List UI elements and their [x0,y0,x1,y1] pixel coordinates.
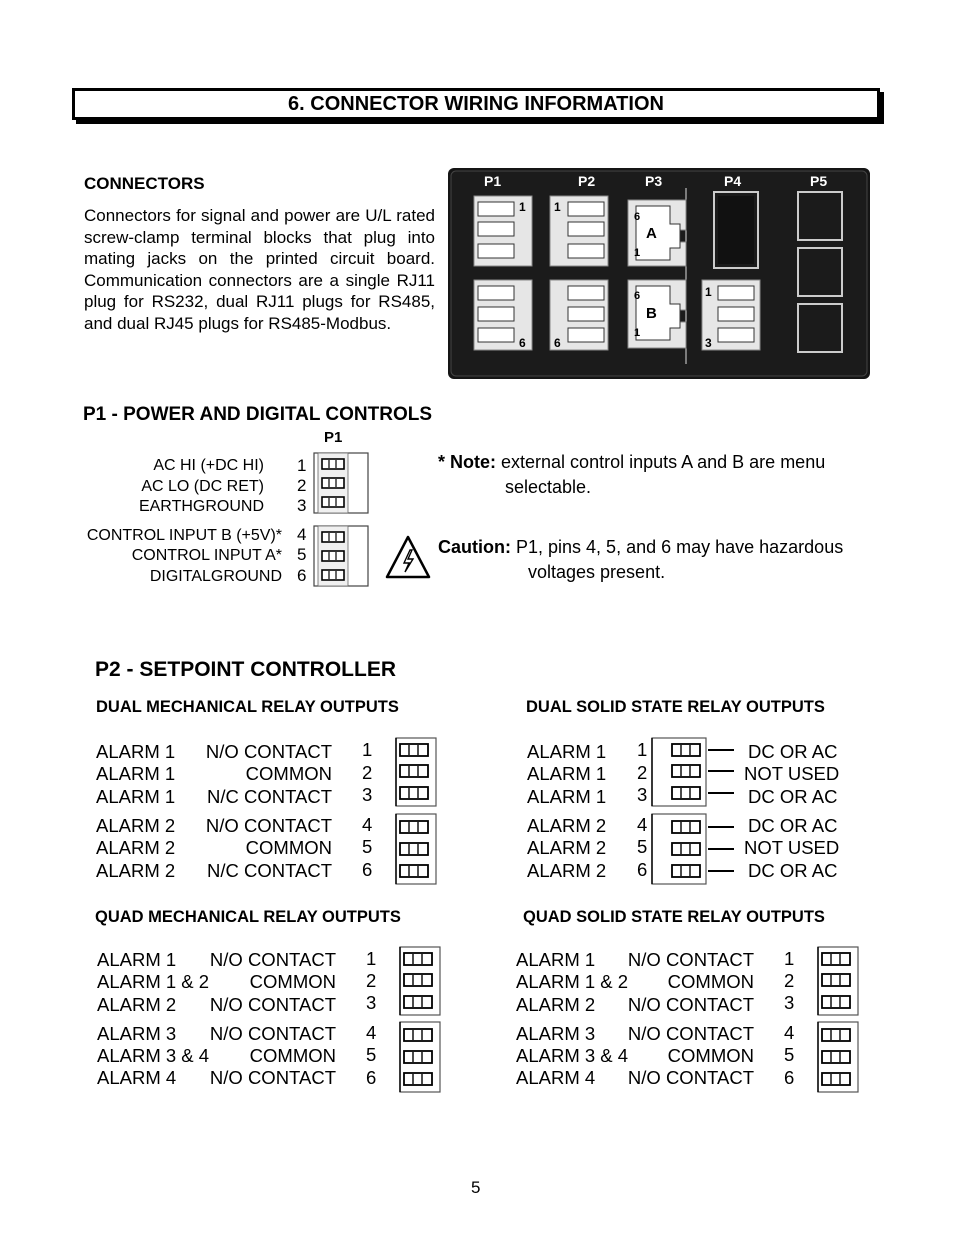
quad-ssr-pin-4: 4 [784,1022,795,1043]
caution-label: Caution: [438,537,511,557]
quad-mech-terminal-top [380,946,442,1021]
quad-mech-pin-2: 2 [366,970,377,991]
quad-ssr-alarm-4: ALARM 3 [516,1023,596,1044]
quad-ssr-contact-3: N/O CONTACT [627,994,754,1015]
p1-label-3: EARTHGROUND [138,498,264,515]
quad-mech-pin-6: 6 [366,1067,377,1088]
p1-pin-3: 3 [297,496,307,515]
p3-jack-b-top: 6 [634,290,641,302]
quad-ssr-contact-2: COMMON [667,971,754,992]
quad-ssr-pin-6: 6 [784,1067,795,1088]
page-number: 5 [471,1178,481,1197]
dual-ssr-alarm-2: ALARM 1 [527,763,607,784]
p3-jack-b-bottom: 1 [634,327,641,339]
dual-ssr-pin-2: 2 [637,762,648,783]
dual-mech-contact-3: N/C CONTACT [206,786,332,807]
p1-note [438,450,825,474]
p1-terminal-block-top [313,452,369,519]
p3-jack-b-letter: B [646,305,657,322]
dual-ssr-output-2: NOT USED [744,763,840,784]
note-label: * Note: [438,452,496,472]
dual-ssr-output-1: DC OR AC [748,741,838,762]
port-label-p3: P3 [645,173,663,189]
p1-label-5: CONTROL INPUT A* [131,547,282,564]
dual-ssr-pin-6: 6 [637,859,648,880]
connectors-paragraph: Connectors for signal and power are U/L rated screw-clamp terminal blocks that plug into mating jacks on the printed circuit board. Communication connectors are a single RJ11 plug for RS232, dual RJ11 plugs for RS485, and dual RJ45 plugs for RS485-Modbus. [84,206,435,333]
quad-mech-pin-1: 1 [366,948,377,969]
quad-ssr-heading: QUAD SOLID STATE RELAY OUTPUTS [523,908,825,926]
quad-mech-heading: QUAD MECHANICAL RELAY OUTPUTS [95,908,401,926]
port-label-p1: P1 [484,173,502,189]
p1-pin-last: 6 [519,336,526,350]
board-diagram [448,168,870,379]
p1-pin-1: 1 [297,456,307,475]
dual-mech-pin-1: 1 [362,739,373,760]
dual-mech-terminal-top [376,737,438,812]
quad-mech-pin-3: 3 [366,992,377,1013]
connectors-heading: CONNECTORS [84,174,205,193]
dual-ssr-pin-1: 1 [637,739,648,760]
quad-ssr-contact-5: COMMON [667,1045,754,1066]
dual-mech-terminal-bottom [376,813,438,890]
quad-mech-terminal-bottom [380,1021,442,1098]
dual-mech-heading: DUAL MECHANICAL RELAY OUTPUTS [96,698,399,716]
quad-mech-contact-1: N/O CONTACT [209,949,336,970]
p2-pin-last: 6 [554,336,561,350]
dual-ssr-output-6: DC OR AC [748,860,838,881]
p2-heading: P2 - SETPOINT CONTROLLER [95,658,397,681]
dual-ssr-alarm-3: ALARM 1 [527,786,607,807]
dual-mech-alarm-5: ALARM 2 [96,837,176,858]
p1-terminal-block-bottom [313,525,369,592]
quad-mech-alarm-4: ALARM 3 [97,1023,177,1044]
quad-mech-contact-6: N/O CONTACT [209,1067,336,1088]
quad-mech-alarm-2: ALARM 1 & 2 [97,971,210,992]
p1-pin-first: 1 [519,200,526,214]
dual-mech-pin-2: 2 [362,762,373,783]
quad-ssr-alarm-5: ALARM 3 & 4 [516,1045,629,1066]
dual-ssr-alarm-5: ALARM 2 [527,837,607,858]
quad-mech-contact-4: N/O CONTACT [209,1023,336,1044]
caution-line-1: P1, pins 4, 5, and 6 may have hazardous [516,537,844,557]
dual-mech-pin-3: 3 [362,784,373,805]
dual-ssr-alarm-4: ALARM 2 [527,815,607,836]
quad-ssr-pin-1: 1 [784,948,795,969]
quad-ssr-contact-4: N/O CONTACT [627,1023,754,1044]
dual-mech-contact-4: N/O CONTACT [205,815,332,836]
dual-ssr-pin-5: 5 [637,836,648,857]
port-label-p4: P4 [724,173,742,189]
quad-mech-pin-5: 5 [366,1044,377,1065]
caution-line-2: voltages present. [528,562,666,582]
quad-ssr-alarm-1: ALARM 1 [516,949,596,970]
section-title [72,88,880,120]
quad-mech-contact-2: COMMON [249,971,336,992]
p1-label-2: AC LO (DC RET) [141,478,264,495]
dual-ssr-heading: DUAL SOLID STATE RELAY OUTPUTS [526,698,825,716]
quad-ssr-contact-1: N/O CONTACT [627,949,754,970]
dual-mech-contact-2: COMMON [245,763,332,784]
dual-mech-pin-5: 5 [362,836,373,857]
dual-ssr-terminal-top [650,737,736,812]
p2-pin-first: 1 [554,200,561,214]
p1-connector-label: P1 [324,429,343,446]
quad-ssr-alarm-2: ALARM 1 & 2 [516,971,629,992]
dual-mech-contact-5: COMMON [245,837,332,858]
quad-mech-alarm-1: ALARM 1 [97,949,177,970]
dual-ssr-pin-4: 4 [637,814,648,835]
quad-mech-alarm-6: ALARM 4 [97,1067,177,1088]
p1-label-6: DIGITALGROUND [149,568,282,585]
note-line-2: selectable. [505,477,592,497]
p3-jack-a-letter: A [646,225,657,242]
dual-mech-pin-6: 6 [362,859,373,880]
quad-ssr-pin-5: 5 [784,1044,795,1065]
quad-ssr-terminal-bottom [798,1021,860,1098]
quad-mech-alarm-3: ALARM 2 [97,994,177,1015]
quad-ssr-pin-2: 2 [784,970,795,991]
note-line-1: external control inputs A and B are menu [501,452,826,472]
dual-mech-alarm-3: ALARM 1 [96,786,176,807]
dual-mech-pin-4: 4 [362,814,373,835]
dual-ssr-alarm-6: ALARM 2 [527,860,607,881]
quad-mech-contact-3: N/O CONTACT [209,994,336,1015]
quad-ssr-terminal-top [798,946,860,1021]
dual-mech-contact-1: N/O CONTACT [205,741,332,762]
p4-pin-last: 3 [705,336,712,350]
dual-ssr-output-4: DC OR AC [748,815,838,836]
p1-pin-6: 6 [297,566,307,585]
section-title-text: 6. CONNECTOR WIRING INFORMATION [288,93,664,115]
dual-mech-alarm-1: ALARM 1 [96,741,176,762]
p4-empty-slot [714,192,758,268]
dual-ssr-alarm-1: ALARM 1 [527,741,607,762]
quad-ssr-pin-3: 3 [784,992,795,1013]
p3-jack-a-bottom: 1 [634,247,641,259]
dual-ssr-output-5: NOT USED [744,837,840,858]
p1-pin-5: 5 [297,545,307,564]
p4-pin-first: 1 [705,285,712,299]
dual-ssr-pin-3: 3 [637,784,648,805]
dual-mech-contact-6: N/C CONTACT [206,860,332,881]
dual-mech-alarm-2: ALARM 1 [96,763,176,784]
warning-triangle-icon [384,534,432,585]
quad-mech-alarm-5: ALARM 3 & 4 [97,1045,210,1066]
quad-ssr-alarm-3: ALARM 2 [516,994,596,1015]
p1-caution [438,535,843,559]
dual-ssr-terminal-bottom [650,813,736,890]
p3-jack-a-top: 6 [634,211,641,223]
dual-ssr-output-3: DC OR AC [748,786,838,807]
quad-mech-pin-4: 4 [366,1022,377,1043]
p1-label-1: AC HI (+DC HI) [153,457,264,474]
quad-mech-contact-5: COMMON [249,1045,336,1066]
p1-pin-2: 2 [297,476,307,495]
p1-heading: P1 - POWER AND DIGITAL CONTROLS [83,404,433,425]
p1-pin-4: 4 [297,525,307,544]
quad-ssr-contact-6: N/O CONTACT [627,1067,754,1088]
port-label-p5: P5 [810,173,828,189]
port-label-p2: P2 [578,173,596,189]
quad-ssr-alarm-6: ALARM 4 [516,1067,596,1088]
p1-label-4: CONTROL INPUT B (+5V)* [86,527,282,544]
dual-mech-alarm-4: ALARM 2 [96,815,176,836]
dual-mech-alarm-6: ALARM 2 [96,860,176,881]
